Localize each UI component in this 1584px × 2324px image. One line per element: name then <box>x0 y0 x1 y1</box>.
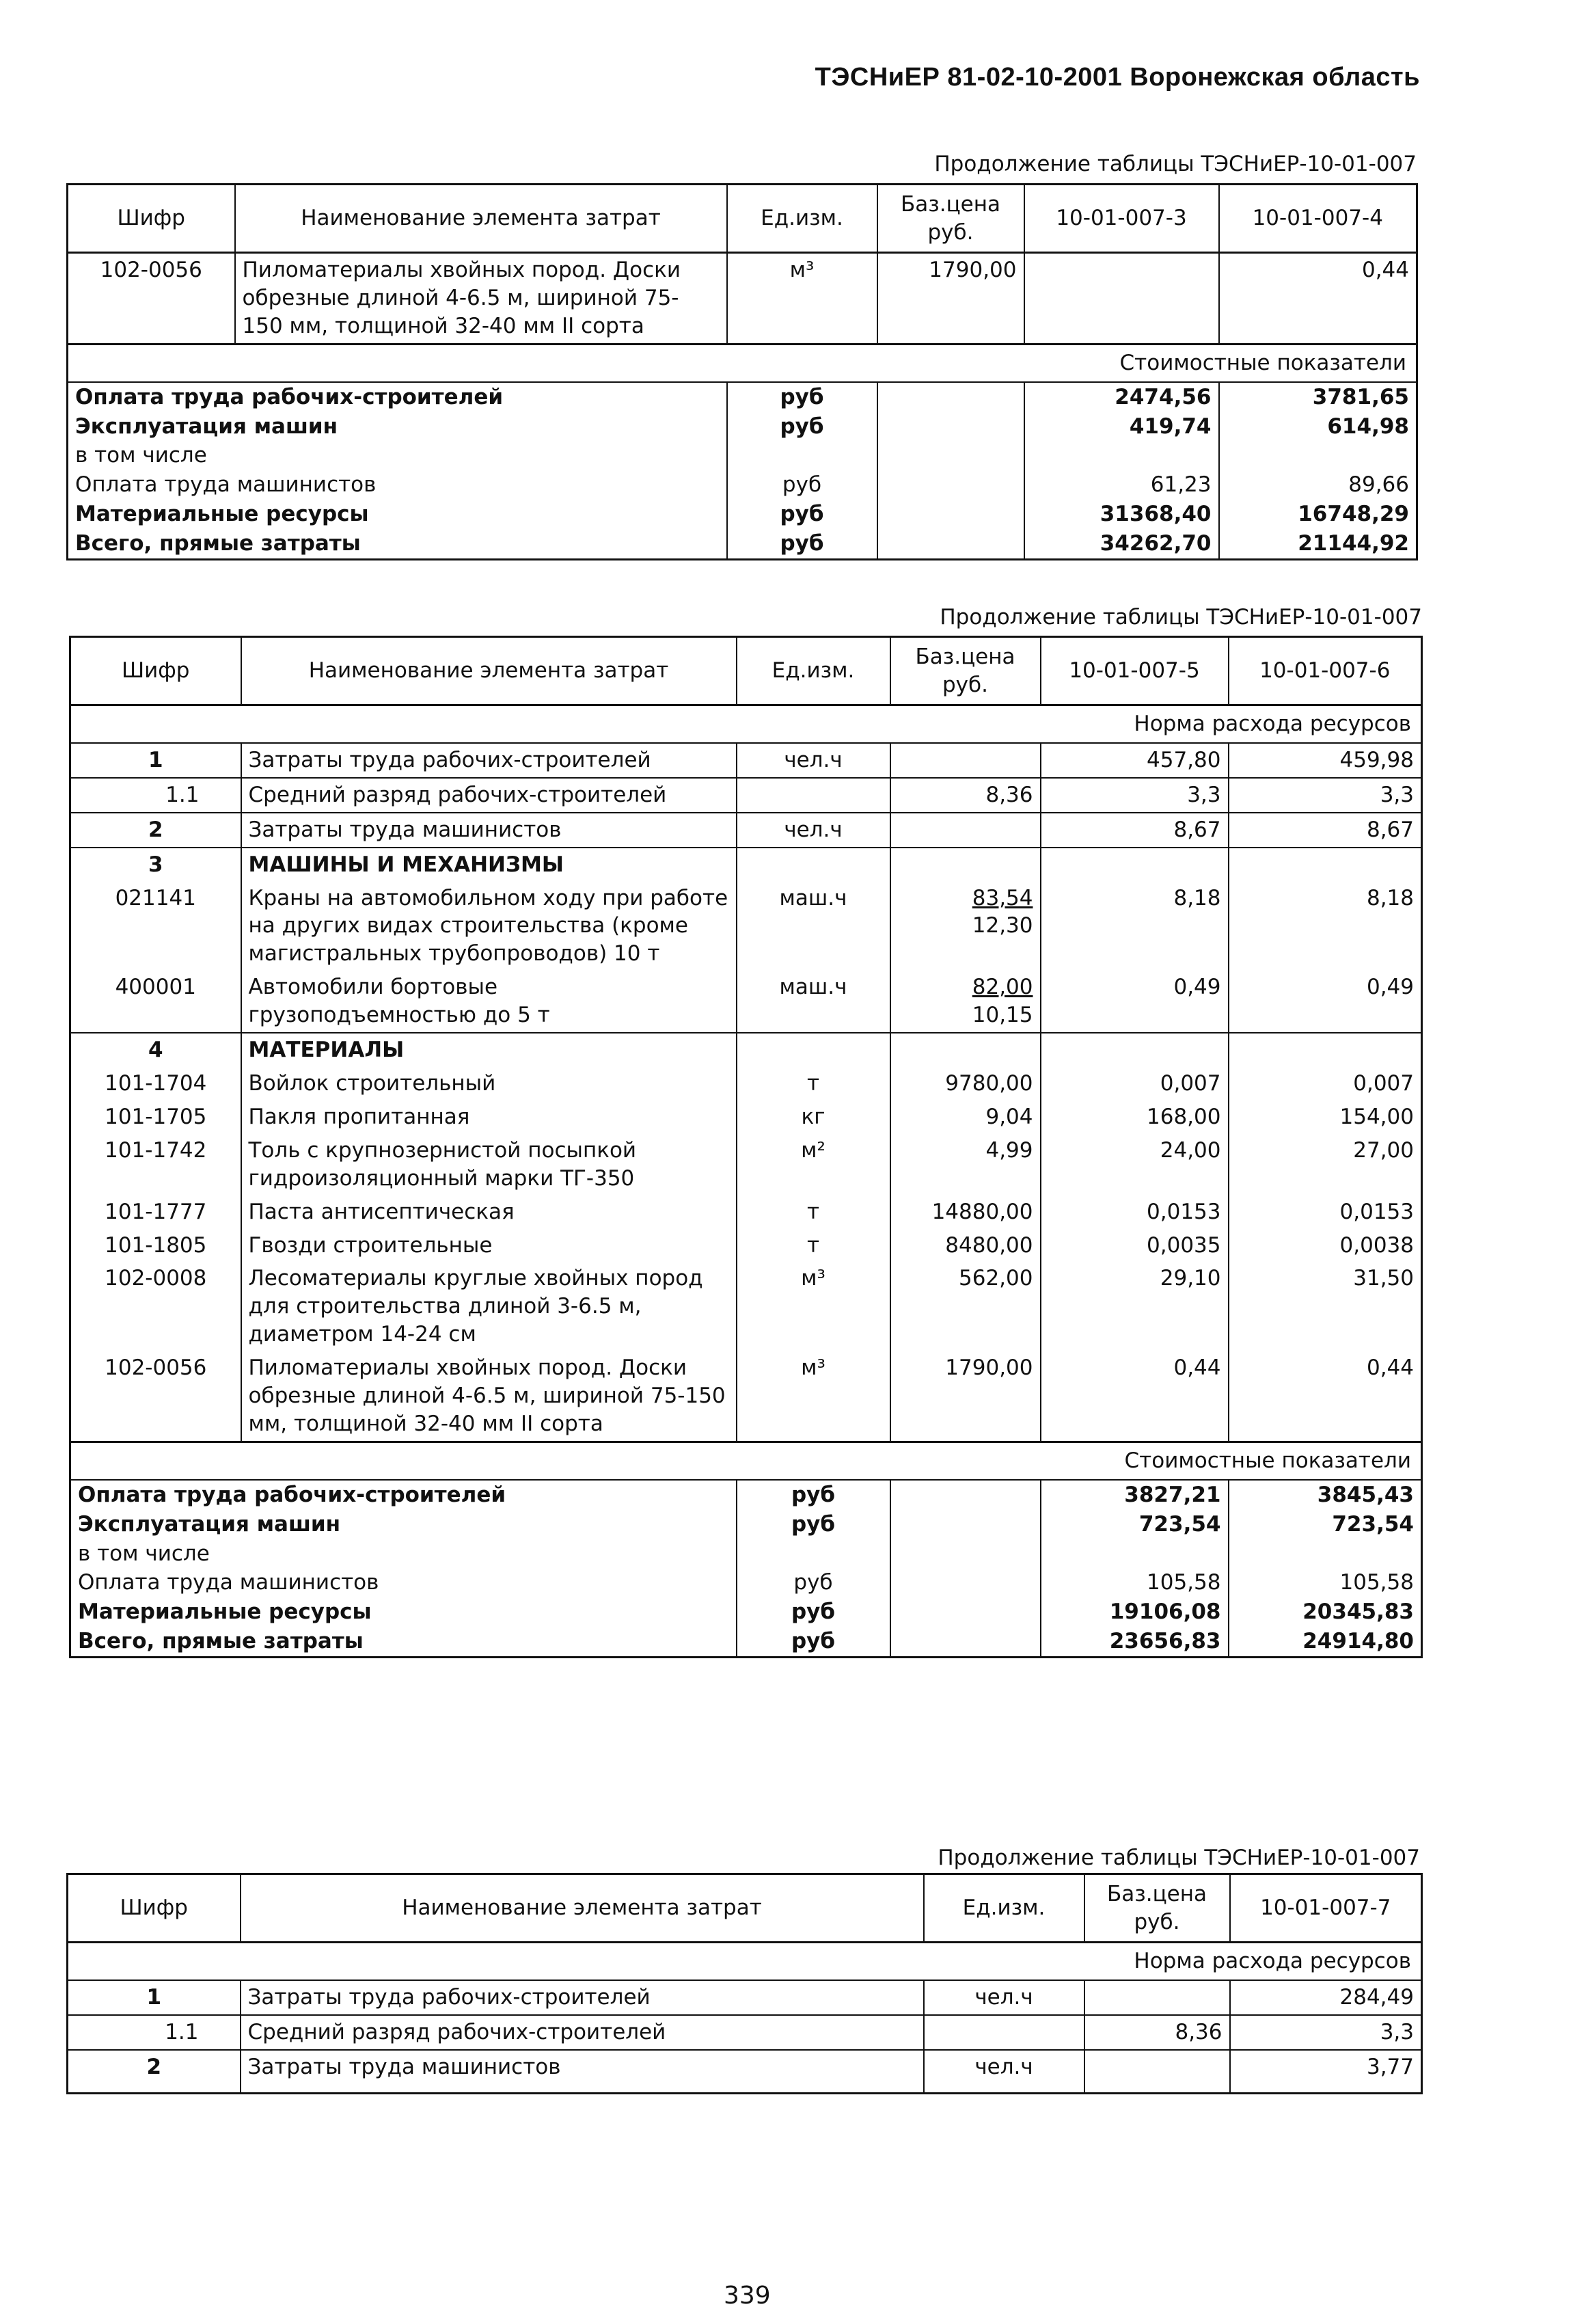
row-name: Лесоматериалы круглые хвойных пород для строительства длиной 3-6.5 м, диаметром 14-24 см <box>241 1262 737 1351</box>
row-code: 102-0056 <box>68 253 235 344</box>
table-row <box>70 1351 1422 1442</box>
cost-value-b: 89,66 <box>1219 470 1417 500</box>
table3-header-row <box>68 1874 1422 1943</box>
cost-value-a: 23656,83 <box>1041 1627 1229 1657</box>
row-value-a: 3,3 <box>1230 2015 1422 2050</box>
row-value-a: 8,18 <box>1041 882 1229 971</box>
row-code: 1 <box>70 743 241 778</box>
table1-header-row <box>68 185 1417 253</box>
row-value-a: 0,007 <box>1041 1067 1229 1100</box>
empty-cell <box>890 848 1041 882</box>
table3-col-code: Шифр <box>68 1874 241 1943</box>
row-price: 8,36 <box>890 778 1041 813</box>
table-row <box>68 253 1417 344</box>
section-band-label: Норма расхода ресурсов <box>68 1943 1422 1980</box>
row-unit: кг <box>737 1100 890 1134</box>
row-price: 1790,00 <box>890 1351 1041 1442</box>
empty-cell <box>877 412 1024 442</box>
cost-value-a: 19106,08 <box>1041 1597 1229 1627</box>
table-row <box>70 882 1422 971</box>
row-value-b: 8,18 <box>1229 882 1422 971</box>
row-unit <box>924 2015 1084 2050</box>
row-unit: м³ <box>727 253 877 344</box>
cost-unit: руб <box>727 529 877 559</box>
cost-unit <box>727 441 877 470</box>
table2-cost-band-row <box>70 1442 1422 1479</box>
cost-unit: руб <box>737 1568 890 1597</box>
table-row <box>70 1229 1422 1262</box>
row-unit: чел.ч <box>924 2050 1084 2094</box>
table2-col-a: 10-01-007-5 <box>1041 637 1229 705</box>
cost-value-b: 723,54 <box>1229 1510 1422 1539</box>
cost-value-a: 2474,56 <box>1024 382 1219 412</box>
table3-norm-band-row <box>68 1943 1422 1980</box>
cost-row <box>68 412 1417 442</box>
price-labor: 12,30 <box>972 913 1033 938</box>
row-value-b: 0,44 <box>1229 1351 1422 1442</box>
row-price: 14880,00 <box>890 1195 1041 1229</box>
cost-unit: руб <box>727 412 877 442</box>
row-name: Средний разряд рабочих-строителей <box>241 778 737 813</box>
table3-caption: Продолжение таблицы ТЭСНиЕР-10-01-007 <box>938 1846 1420 1870</box>
row-price <box>1084 1980 1230 2015</box>
table3-col-a: 10-01-007-7 <box>1230 1874 1422 1943</box>
row-unit: м² <box>737 1134 890 1195</box>
cost-unit: руб <box>737 1480 890 1510</box>
empty-cell <box>877 441 1024 470</box>
section-band-label: Стоимостные показатели <box>68 344 1417 381</box>
row-price <box>890 971 1041 1033</box>
cost-value-b: 21144,92 <box>1219 529 1417 559</box>
row-code: 101-1742 <box>70 1134 241 1195</box>
row-name: Краны на автомобильном ходу при работе на других видах строительства (кроме магистральных трубопроводов) 10 т <box>241 882 737 971</box>
table2-caption: Продолжение таблицы ТЭСНиЕР-10-01-007 <box>940 605 1422 630</box>
table2-col-unit: Ед.изм. <box>737 637 890 705</box>
row-value-b: 154,00 <box>1229 1100 1422 1134</box>
cost-row <box>68 500 1417 529</box>
cost-name: Эксплуатация машин <box>70 1510 737 1539</box>
empty-cell <box>890 1597 1041 1627</box>
table2-norm-band-row <box>70 705 1422 743</box>
cost-unit: руб <box>727 500 877 529</box>
cost-value-b <box>1219 441 1417 470</box>
row-value-a: 0,0035 <box>1041 1229 1229 1262</box>
row-name: Толь с крупнозернистой посыпкой гидроизоляционный марки ТГ-350 <box>241 1134 737 1195</box>
document-header-title: ТЭСНиЕР 81-02-10-2001 Воронежская область <box>815 63 1420 92</box>
row-code: 021141 <box>70 882 241 971</box>
price-total: 83,54 <box>972 885 1033 910</box>
table-row <box>68 2015 1422 2050</box>
cost-name: в том числе <box>70 1539 737 1569</box>
row-name: Пакля пропитанная <box>241 1100 737 1134</box>
row-code: 1 <box>68 1980 241 2015</box>
empty-cell <box>890 1033 1041 1067</box>
table-row <box>70 1195 1422 1229</box>
row-unit: т <box>737 1067 890 1100</box>
row-code: 102-0008 <box>70 1262 241 1351</box>
empty-cell <box>890 1539 1041 1569</box>
row-price <box>1084 2050 1230 2094</box>
row-name: Затраты труда рабочих-строителей <box>241 743 737 778</box>
cost-name: Оплата труда рабочих-строителей <box>70 1480 737 1510</box>
section-row <box>70 1033 1422 1067</box>
row-name: Затраты труда машинистов <box>241 813 737 848</box>
row-value-a: 168,00 <box>1041 1100 1229 1134</box>
row-value-a: 0,0153 <box>1041 1195 1229 1229</box>
section-band-label: Норма расхода ресурсов <box>70 705 1422 743</box>
row-unit: т <box>737 1195 890 1229</box>
row-value-a: 8,67 <box>1041 813 1229 848</box>
table2-col-b: 10-01-007-6 <box>1229 637 1422 705</box>
table2-col-name: Наименование элемента затрат <box>241 637 737 705</box>
table2-col-code: Шифр <box>70 637 241 705</box>
row-value-a <box>1024 253 1219 344</box>
row-value-b: 31,50 <box>1229 1262 1422 1351</box>
row-value-a: 457,80 <box>1041 743 1229 778</box>
cost-unit: руб <box>727 382 877 412</box>
cost-row <box>68 382 1417 412</box>
table1-band-row <box>68 344 1417 381</box>
row-value-a: 0,49 <box>1041 971 1229 1033</box>
cost-unit: руб <box>727 470 877 500</box>
cost-value-b: 24914,80 <box>1229 1627 1422 1657</box>
row-unit: т <box>737 1229 890 1262</box>
table1-col-price: Баз.цена руб. <box>877 185 1024 253</box>
row-name: Пиломатериалы хвойных пород. Доски обрезные длиной 4-6.5 м, шириной 75-150 мм, толщиной 32-40 мм II сорта <box>235 253 727 344</box>
row-code: 102-0056 <box>70 1351 241 1442</box>
cost-value-b: 3781,65 <box>1219 382 1417 412</box>
cost-value-b: 105,58 <box>1229 1568 1422 1597</box>
table-row <box>70 743 1422 778</box>
table1-col-code: Шифр <box>68 185 235 253</box>
row-name: Гвозди строительные <box>241 1229 737 1262</box>
row-price: 8,36 <box>1084 2015 1230 2050</box>
cost-value-b: 16748,29 <box>1219 500 1417 529</box>
table-row <box>68 2050 1422 2094</box>
row-name: Средний разряд рабочих-строителей <box>241 2015 924 2050</box>
table1-col-name: Наименование элемента затрат <box>235 185 727 253</box>
cost-name: Оплата труда рабочих-строителей <box>68 382 727 412</box>
row-value-b: 0,49 <box>1229 971 1422 1033</box>
empty-cell <box>890 1480 1041 1510</box>
price-labor: 10,15 <box>972 1003 1033 1028</box>
row-price <box>890 813 1041 848</box>
row-name: Паста антисептическая <box>241 1195 737 1229</box>
row-name: Автомобили бортовые грузоподъемностью до 5 т <box>241 971 737 1033</box>
cost-row <box>68 470 1417 500</box>
row-code: 101-1805 <box>70 1229 241 1262</box>
table-row <box>70 813 1422 848</box>
row-value-b: 3,3 <box>1229 778 1422 813</box>
table-row <box>70 1134 1422 1195</box>
cost-row <box>68 441 1417 470</box>
row-code: 400001 <box>70 971 241 1033</box>
table3-col-name: Наименование элемента затрат <box>241 1874 924 1943</box>
row-unit: маш.ч <box>737 882 890 971</box>
row-code: 101-1777 <box>70 1195 241 1229</box>
row-value-a: 284,49 <box>1230 1980 1422 2015</box>
row-code: 1.1 <box>68 2015 241 2050</box>
cost-row <box>70 1510 1422 1539</box>
table-row <box>70 971 1422 1033</box>
section-row <box>70 848 1422 882</box>
row-name: Затраты труда машинистов <box>241 2050 924 2094</box>
table-row <box>70 1067 1422 1100</box>
row-code: 2 <box>70 813 241 848</box>
row-price <box>890 882 1041 971</box>
row-value-b: 8,67 <box>1229 813 1422 848</box>
cost-row <box>70 1627 1422 1657</box>
empty-cell <box>890 1568 1041 1597</box>
row-value-b: 0,0153 <box>1229 1195 1422 1229</box>
cost-unit: руб <box>737 1627 890 1657</box>
table1-col-b: 10-01-007-4 <box>1219 185 1417 253</box>
cost-name: Оплата труда машинистов <box>70 1568 737 1597</box>
empty-cell <box>1041 1033 1229 1067</box>
table2-header-row <box>70 637 1422 705</box>
section-band-label: Стоимостные показатели <box>70 1442 1422 1479</box>
cost-value-a: 419,74 <box>1024 412 1219 442</box>
cost-name: Материальные ресурсы <box>70 1597 737 1627</box>
row-value-b: 0,44 <box>1219 253 1417 344</box>
row-name: Затраты труда рабочих-строителей <box>241 1980 924 2015</box>
row-code: 2 <box>68 2050 241 2094</box>
empty-cell <box>877 500 1024 529</box>
cost-value-a <box>1024 441 1219 470</box>
row-code: 101-1705 <box>70 1100 241 1134</box>
cost-name: Материальные ресурсы <box>68 500 727 529</box>
row-price: 9,04 <box>890 1100 1041 1134</box>
cost-value-a: 3827,21 <box>1041 1480 1229 1510</box>
table3-col-unit: Ед.изм. <box>924 1874 1084 1943</box>
cost-unit: руб <box>737 1510 890 1539</box>
cost-value-b: 20345,83 <box>1229 1597 1422 1627</box>
row-value-a: 0,44 <box>1041 1351 1229 1442</box>
row-value-b: 459,98 <box>1229 743 1422 778</box>
cost-value-a: 34262,70 <box>1024 529 1219 559</box>
table1-caption: Продолжение таблицы ТЭСНиЕР-10-01-007 <box>934 152 1417 176</box>
cost-value-a <box>1041 1539 1229 1569</box>
cost-name: Эксплуатация машин <box>68 412 727 442</box>
table2 <box>69 636 1423 1658</box>
empty-cell <box>737 1033 890 1067</box>
row-unit: чел.ч <box>737 813 890 848</box>
section-heading: МАТЕРИАЛЫ <box>241 1033 737 1067</box>
cost-name: Всего, прямые затраты <box>68 529 727 559</box>
row-code: 4 <box>70 1033 241 1067</box>
empty-cell <box>737 848 890 882</box>
row-value-b: 27,00 <box>1229 1134 1422 1195</box>
cost-value-b: 3845,43 <box>1229 1480 1422 1510</box>
table-row <box>70 1262 1422 1351</box>
table1-col-unit: Ед.изм. <box>727 185 877 253</box>
row-value-b: 0,007 <box>1229 1067 1422 1100</box>
row-value-b: 0,0038 <box>1229 1229 1422 1262</box>
empty-cell <box>877 529 1024 559</box>
table1-col-a: 10-01-007-3 <box>1024 185 1219 253</box>
cost-value-b <box>1229 1539 1422 1569</box>
cost-name: Оплата труда машинистов <box>68 470 727 500</box>
cost-unit <box>737 1539 890 1569</box>
row-name: Пиломатериалы хвойных пород. Доски обрезные длиной 4-6.5 м, шириной 75-150 мм, толщиной 32-40 мм II сорта <box>241 1351 737 1442</box>
cost-row <box>70 1597 1422 1627</box>
row-code: 3 <box>70 848 241 882</box>
row-unit: м³ <box>737 1351 890 1442</box>
table-row <box>70 1100 1422 1134</box>
table-row <box>70 778 1422 813</box>
table1 <box>66 183 1418 560</box>
row-price: 8480,00 <box>890 1229 1041 1262</box>
row-value-a: 29,10 <box>1041 1262 1229 1351</box>
cost-value-a: 31368,40 <box>1024 500 1219 529</box>
section-heading: МАШИНЫ И МЕХАНИЗМЫ <box>241 848 737 882</box>
cost-value-a: 105,58 <box>1041 1568 1229 1597</box>
cost-value-a: 723,54 <box>1041 1510 1229 1539</box>
price-total: 82,00 <box>972 975 1033 1000</box>
cost-row <box>70 1568 1422 1597</box>
row-value-a: 3,77 <box>1230 2050 1422 2094</box>
row-unit: чел.ч <box>737 743 890 778</box>
row-price <box>890 743 1041 778</box>
cost-value-b: 614,98 <box>1219 412 1417 442</box>
empty-cell <box>890 1627 1041 1657</box>
row-price: 1790,00 <box>877 253 1024 344</box>
empty-cell <box>877 470 1024 500</box>
row-value-a: 24,00 <box>1041 1134 1229 1195</box>
row-price: 4,99 <box>890 1134 1041 1195</box>
cost-unit: руб <box>737 1597 890 1627</box>
row-unit: чел.ч <box>924 1980 1084 2015</box>
empty-cell <box>890 1510 1041 1539</box>
row-unit: м³ <box>737 1262 890 1351</box>
cost-row <box>70 1539 1422 1569</box>
row-unit <box>737 778 890 813</box>
empty-cell <box>877 382 1024 412</box>
row-code: 1.1 <box>70 778 241 813</box>
table2-col-price: Баз.цена руб. <box>890 637 1041 705</box>
row-name: Войлок строительный <box>241 1067 737 1100</box>
empty-cell <box>1229 1033 1422 1067</box>
row-value-a: 3,3 <box>1041 778 1229 813</box>
cost-row <box>68 529 1417 559</box>
empty-cell <box>1041 848 1229 882</box>
table3-col-price: Баз.цена руб. <box>1084 1874 1230 1943</box>
row-price: 562,00 <box>890 1262 1041 1351</box>
row-price: 9780,00 <box>890 1067 1041 1100</box>
cost-name: в том числе <box>68 441 727 470</box>
row-code: 101-1704 <box>70 1067 241 1100</box>
cost-row <box>70 1480 1422 1510</box>
empty-cell <box>1229 848 1422 882</box>
table-row <box>68 1980 1422 2015</box>
page-number: 339 <box>724 2282 771 2310</box>
cost-value-a: 61,23 <box>1024 470 1219 500</box>
row-unit: маш.ч <box>737 971 890 1033</box>
cost-name: Всего, прямые затраты <box>70 1627 737 1657</box>
table3 <box>66 1873 1423 2094</box>
